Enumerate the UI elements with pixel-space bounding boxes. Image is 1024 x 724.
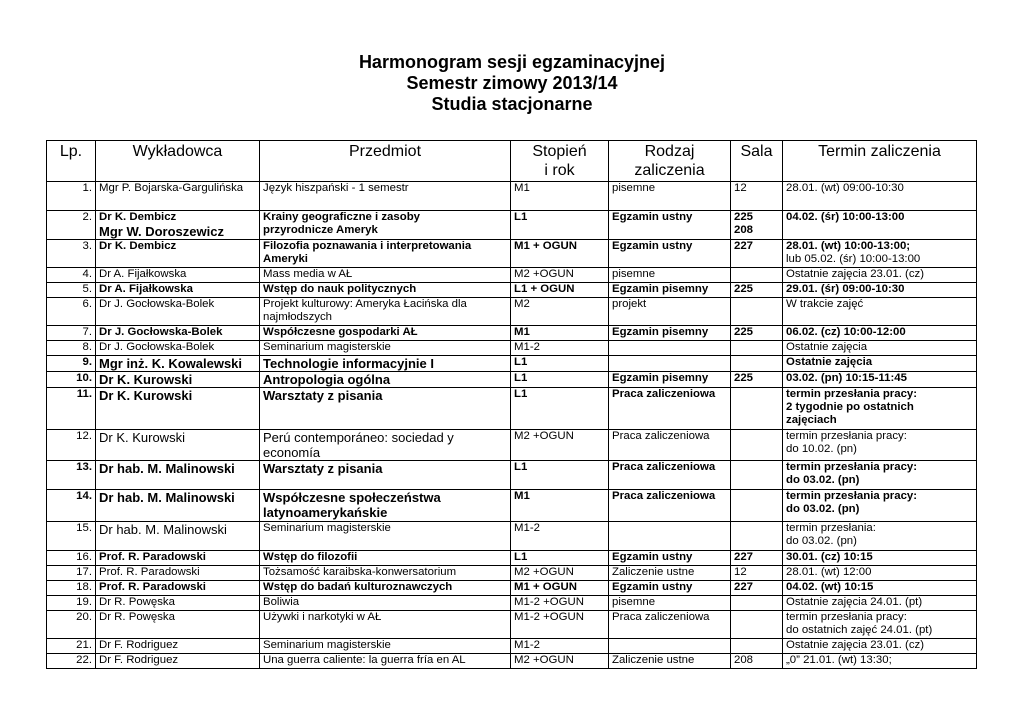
table-row — [47, 654, 977, 669]
cell-level: M2 +OGUN — [511, 430, 609, 461]
cell-subject: Seminarium magisterskie — [260, 639, 511, 654]
cell-type: Egzamin pisemny — [609, 283, 731, 298]
cell-subject: Używki i narkotyki w AŁ — [260, 611, 511, 639]
cell-term-line2: do 03.02. (pn) — [786, 535, 857, 547]
cell-term — [783, 611, 977, 639]
cell-room: 227 — [731, 240, 783, 268]
cell-level: M1-2 — [511, 522, 609, 551]
cell-term: Ostatnie zajęcia — [783, 341, 977, 356]
cell-lecturer: Dr A. Fijałkowska — [96, 283, 260, 298]
cell-lecturer: Dr R. Powęska — [96, 611, 260, 639]
table-row — [47, 372, 977, 388]
cell-lp: 14. — [47, 490, 96, 522]
cell-room — [731, 298, 783, 326]
cell-term — [783, 240, 977, 268]
cell-room — [731, 596, 783, 611]
cell-lp: 4. — [47, 268, 96, 283]
document-subtitle-semester: Semestr zimowy 2013/14 — [406, 73, 618, 93]
table-row — [47, 283, 977, 298]
cell-term-line2: lub 05.02. (śr) 10:00-13:00 — [786, 253, 921, 265]
document-title: Harmonogram sesji egzaminacyjnej — [358, 52, 666, 72]
header-type-line1: Rodzaj — [644, 143, 695, 160]
cell-lecturer: Dr hab. M. Malinowski — [96, 461, 260, 490]
cell-type — [609, 639, 731, 654]
cell-term: 30.01. (cz) 10:15 — [783, 551, 977, 566]
cell-room — [731, 211, 783, 240]
cell-term-line1: termin przesłania pracy: — [786, 430, 907, 442]
cell-level: M1 — [511, 490, 609, 522]
cell-lp: 17. — [47, 566, 96, 581]
cell-term: Ostatnie zajęcia 24.01. (pt) — [783, 596, 977, 611]
cell-room — [731, 388, 783, 430]
cell-level: L1 — [511, 461, 609, 490]
cell-subject: Język hiszpański - 1 semestr — [260, 182, 511, 211]
header-type-line2: zaliczenia — [634, 162, 705, 179]
table-row — [47, 490, 977, 522]
cell-lecturer: Dr K. Kurowski — [96, 372, 260, 388]
table-row — [47, 611, 977, 639]
cell-lecturer: Dr hab. M. Malinowski — [96, 490, 260, 522]
cell-level: M1 — [511, 182, 609, 211]
table-row — [47, 268, 977, 283]
cell-room — [731, 490, 783, 522]
cell-room: 225 — [731, 326, 783, 341]
cell-room — [731, 268, 783, 283]
cell-lp: 3. — [47, 240, 96, 268]
cell-term: 06.02. (cz) 10:00-12:00 — [783, 326, 977, 341]
cell-subject: Wstęp do filozofii — [260, 551, 511, 566]
cell-subject: Mass media w AŁ — [260, 268, 511, 283]
cell-type: Praca zaliczeniowa — [609, 388, 731, 430]
cell-room — [731, 356, 783, 372]
cell-level: M1-2 +OGUN — [511, 596, 609, 611]
cell-level: L1 — [511, 211, 609, 240]
cell-room: 208 — [731, 654, 783, 669]
cell-term-line1: 28.01. (wt) 10:00-13:00; — [786, 240, 911, 252]
cell-lp: 6. — [47, 298, 96, 326]
cell-lp: 10. — [47, 372, 96, 388]
cell-term: Ostatnie zajęcia — [783, 356, 977, 372]
cell-type: Praca zaliczeniowa — [609, 611, 731, 639]
cell-level: M2 +OGUN — [511, 566, 609, 581]
table-row — [47, 240, 977, 268]
cell-lecturer: Dr J. Gocłowska-Bolek — [96, 298, 260, 326]
cell-level: M1 + OGUN — [511, 581, 609, 596]
cell-term — [783, 461, 977, 490]
table-header-row — [47, 141, 977, 182]
cell-subject: Warsztaty z pisania — [260, 461, 511, 490]
cell-room: 12 — [731, 182, 783, 211]
cell-level: L1 + OGUN — [511, 283, 609, 298]
cell-type: pisemne — [609, 596, 731, 611]
cell-term: Ostatnie zajęcia 23.01. (cz) — [783, 268, 977, 283]
cell-type: Praca zaliczeniowa — [609, 430, 731, 461]
cell-type: projekt — [609, 298, 731, 326]
cell-term: 04.02. (śr) 10:00-13:00 — [783, 211, 977, 240]
cell-subject: Wstęp do badań kulturoznawczych — [260, 581, 511, 596]
cell-term-line2: 2 tygodnie po ostatnich — [786, 401, 914, 413]
cell-type — [609, 522, 731, 551]
table-row — [47, 388, 977, 430]
header-lp: Lp. — [47, 141, 96, 182]
cell-type: Praca zaliczeniowa — [609, 461, 731, 490]
cell-lecturer: Prof. R. Paradowski — [96, 566, 260, 581]
cell-subject: Warsztaty z pisania — [260, 388, 511, 430]
cell-term-line2: do 03.02. (pn) — [786, 503, 860, 515]
header-type — [609, 141, 731, 182]
cell-lecturer: Prof. R. Paradowski — [96, 551, 260, 566]
table-row — [47, 581, 977, 596]
cell-lecturer: Mgr inż. K. Kowalewski — [96, 356, 260, 372]
table-row — [47, 182, 977, 211]
cell-subject: Seminarium magisterskie — [260, 341, 511, 356]
document-subtitle-mode: Studia stacjonarne — [431, 94, 593, 114]
cell-subject-line2: economía — [263, 445, 321, 460]
header-level-line1: Stopień — [532, 143, 587, 160]
cell-subject-line2: najmłodszych — [263, 311, 333, 323]
table-row — [47, 211, 977, 240]
cell-room: 12 — [731, 566, 783, 581]
cell-lp: 8. — [47, 341, 96, 356]
cell-level: L1 — [511, 388, 609, 430]
table-row — [47, 461, 977, 490]
cell-lecturer: Dr F. Rodriguez — [96, 639, 260, 654]
cell-lecturer: Dr K. Kurowski — [96, 388, 260, 430]
cell-lp: 12. — [47, 430, 96, 461]
cell-room: 225 — [731, 372, 783, 388]
cell-term-line1: termin przesłania pracy: — [786, 490, 918, 502]
cell-lp: 7. — [47, 326, 96, 341]
cell-room-line2: 208 — [734, 224, 754, 236]
cell-level: M1 — [511, 326, 609, 341]
cell-room: 227 — [731, 551, 783, 566]
cell-term: 28.01. (wt) 09:00-10:30 — [783, 182, 977, 211]
cell-term: 03.02. (pn) 10:15-11:45 — [783, 372, 977, 388]
cell-level: M2 — [511, 298, 609, 326]
cell-term: „0” 21.01. (wt) 13:30; — [783, 654, 977, 669]
cell-term: 04.02. (wt) 10:15 — [783, 581, 977, 596]
table-row — [47, 430, 977, 461]
cell-type: Praca zaliczeniowa — [609, 490, 731, 522]
cell-level: L1 — [511, 372, 609, 388]
cell-term: 28.01. (wt) 12:00 — [783, 566, 977, 581]
cell-type: pisemne — [609, 268, 731, 283]
cell-room — [731, 522, 783, 551]
header-level — [511, 141, 609, 182]
schedule-table — [46, 140, 977, 669]
cell-lp: 13. — [47, 461, 96, 490]
cell-level: M1-2 +OGUN — [511, 611, 609, 639]
cell-subject-line2: Ameryki — [263, 253, 308, 265]
cell-subject: Seminarium magisterskie — [260, 522, 511, 551]
cell-level: M1 + OGUN — [511, 240, 609, 268]
cell-term — [783, 430, 977, 461]
cell-subject-line1: Filozofia poznawania i interpretowania — [263, 240, 472, 252]
cell-type: Egzamin ustny — [609, 240, 731, 268]
cell-room — [731, 639, 783, 654]
cell-room — [731, 611, 783, 639]
cell-term-line2: do 03.02. (pn) — [786, 474, 860, 486]
cell-room-line1: 225 — [734, 211, 754, 223]
cell-level: M1-2 — [511, 639, 609, 654]
cell-lecturer: Dr K. Kurowski — [96, 430, 260, 461]
header-level-line2: i rok — [544, 162, 575, 179]
cell-subject — [260, 490, 511, 522]
cell-room: 225 — [731, 283, 783, 298]
cell-level: M1-2 — [511, 341, 609, 356]
cell-lecturer-line1: Dr K. Dembicz — [99, 211, 177, 223]
cell-term: 29.01. (śr) 09:00-10:30 — [783, 283, 977, 298]
table-row — [47, 566, 977, 581]
header-room: Sala — [731, 141, 783, 182]
cell-lp: 5. — [47, 283, 96, 298]
header-term: Termin zaliczenia — [783, 141, 977, 182]
cell-type: Egzamin ustny — [609, 211, 731, 240]
cell-term-line2: do 10.02. (pn) — [786, 443, 857, 455]
cell-term: W trakcie zajęć — [783, 298, 977, 326]
cell-lp: 11. — [47, 388, 96, 430]
cell-subject: Una guerra caliente: la guerra fría en AL — [260, 654, 511, 669]
cell-lp: 18. — [47, 581, 96, 596]
cell-term — [783, 388, 977, 430]
cell-subject-line1: Współczesne społeczeństwa — [263, 490, 441, 505]
cell-lecturer: Dr hab. M. Malinowski — [96, 522, 260, 551]
cell-subject: Technologie informacyjnie I — [260, 356, 511, 372]
cell-subject-line2: latynoamerykańskie — [263, 505, 388, 520]
cell-term-line1: termin przesłania pracy: — [786, 461, 918, 473]
header-subject: Przedmiot — [260, 141, 511, 182]
cell-type: Zaliczenie ustne — [609, 654, 731, 669]
cell-lecturer: Dr K. Dembicz — [96, 240, 260, 268]
cell-lp: 2. — [47, 211, 96, 240]
cell-lecturer: Mgr P. Bojarska-Gargulińska — [96, 182, 260, 211]
cell-term — [783, 490, 977, 522]
cell-subject — [260, 240, 511, 268]
cell-lp: 1. — [47, 182, 96, 211]
cell-term-line1: termin przesłania: — [786, 522, 876, 534]
cell-room — [731, 430, 783, 461]
cell-lp: 16. — [47, 551, 96, 566]
cell-subject-line2: przyrodnicze Ameryk — [263, 224, 378, 236]
cell-lp: 22. — [47, 654, 96, 669]
cell-subject: Boliwia — [260, 596, 511, 611]
table-row — [47, 298, 977, 326]
cell-type — [609, 341, 731, 356]
cell-subject: Antropologia ogólna — [260, 372, 511, 388]
cell-level: L1 — [511, 356, 609, 372]
cell-lp: 19. — [47, 596, 96, 611]
table-row — [47, 341, 977, 356]
table-row — [47, 639, 977, 654]
cell-level: M2 +OGUN — [511, 268, 609, 283]
cell-lp: 9. — [47, 356, 96, 372]
cell-type: pisemne — [609, 182, 731, 211]
cell-lecturer: Dr R. Powęska — [96, 596, 260, 611]
cell-term-line1: termin przesłania pracy: — [786, 611, 907, 623]
cell-lp: 21. — [47, 639, 96, 654]
cell-type: Egzamin pisemny — [609, 326, 731, 341]
cell-term-line1: termin przesłania pracy: — [786, 388, 918, 400]
table-row — [47, 551, 977, 566]
header-lecturer: Wykładowca — [96, 141, 260, 182]
cell-subject-line1: Krainy geograficzne i zasoby — [263, 211, 420, 223]
table-row — [47, 326, 977, 341]
cell-lecturer: Dr J. Gocłowska-Bolek — [96, 326, 260, 341]
cell-subject: Współczesne gospodarki AŁ — [260, 326, 511, 341]
cell-lp: 20. — [47, 611, 96, 639]
cell-subject: Wstęp do nauk politycznych — [260, 283, 511, 298]
cell-subject — [260, 430, 511, 461]
table-row — [47, 522, 977, 551]
cell-lecturer — [96, 211, 260, 240]
cell-type: Egzamin ustny — [609, 581, 731, 596]
cell-type — [609, 356, 731, 372]
cell-subject-line1: Perú contemporáneo: sociedad y — [263, 430, 454, 445]
table-row — [47, 596, 977, 611]
cell-subject — [260, 298, 511, 326]
cell-room: 227 — [731, 581, 783, 596]
cell-level: M2 +OGUN — [511, 654, 609, 669]
cell-subject: Tożsamość karaibska-konwersatorium — [260, 566, 511, 581]
cell-room — [731, 341, 783, 356]
cell-type: Egzamin pisemny — [609, 372, 731, 388]
table-row — [47, 356, 977, 372]
cell-room — [731, 461, 783, 490]
cell-lecturer: Prof. R. Paradowski — [96, 581, 260, 596]
cell-term — [783, 522, 977, 551]
cell-level: L1 — [511, 551, 609, 566]
cell-lecturer: Dr F. Rodriguez — [96, 654, 260, 669]
cell-lecturer: Dr J. Gocłowska-Bolek — [96, 341, 260, 356]
cell-lecturer: Dr A. Fijałkowska — [96, 268, 260, 283]
cell-type: Zaliczenie ustne — [609, 566, 731, 581]
cell-subject — [260, 211, 511, 240]
cell-term-line2: do ostatnich zajęć 24.01. (pt) — [786, 624, 933, 636]
cell-term-line3: zajęciach — [786, 414, 837, 426]
cell-lp: 15. — [47, 522, 96, 551]
cell-subject-line1: Projekt kulturowy: Ameryka Łacińska dla — [263, 298, 467, 310]
cell-type: Egzamin ustny — [609, 551, 731, 566]
cell-lecturer-line2: Mgr W. Doroszewicz — [99, 224, 224, 239]
cell-term: Ostatnie zajęcia 23.01. (cz) — [783, 639, 977, 654]
document-header — [0, 52, 1024, 115]
